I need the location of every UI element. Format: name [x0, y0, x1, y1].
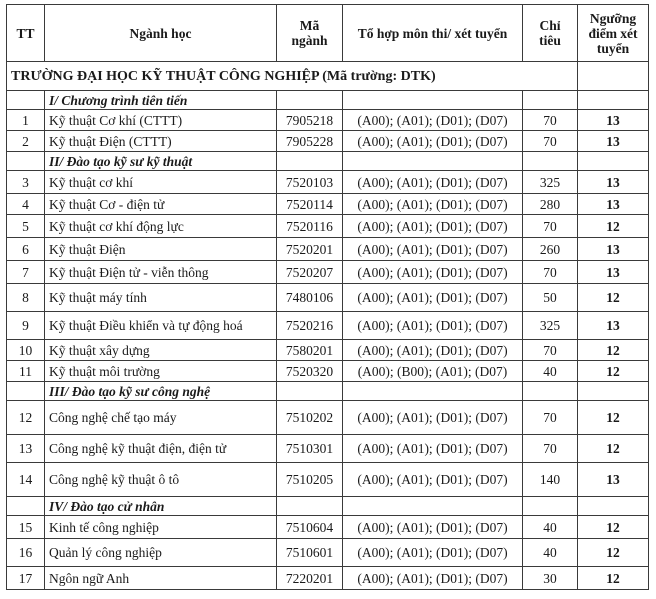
row-major: Kỹ thuật xây dựng [45, 340, 277, 361]
row-combo: (A00); (A01); (D01); (D07) [343, 567, 523, 590]
row-major: Kỹ thuật Cơ - điện tử [45, 194, 277, 215]
row-code: 7520207 [277, 261, 343, 284]
table-row [7, 463, 649, 497]
header-combo: Tổ hợp môn thi/ xét tuyển [343, 5, 523, 62]
section-empty-cell [277, 152, 343, 171]
row-tt: 11 [7, 361, 45, 382]
row-quota: 30 [523, 567, 578, 590]
section-empty-cell [277, 382, 343, 401]
section-empty-cell [343, 497, 523, 516]
row-tt: 10 [7, 340, 45, 361]
row-combo: (A00); (A01); (D01); (D07) [343, 516, 523, 539]
admission-table [6, 4, 649, 590]
row-score: 13 [578, 238, 649, 261]
section-tt-cell [7, 152, 45, 171]
row-combo: (A00); (A01); (D01); (D07) [343, 340, 523, 361]
row-combo: (A00); (A01); (D01); (D07) [343, 171, 523, 194]
section-empty-cell [343, 382, 523, 401]
row-score: 12 [578, 340, 649, 361]
row-score: 12 [578, 435, 649, 463]
row-major: Kỹ thuật cơ khí động lực [45, 215, 277, 238]
row-major: Kỹ thuật Điện (CTTT) [45, 131, 277, 152]
section-empty-cell [523, 91, 578, 110]
table-row [7, 284, 649, 312]
school-row-empty-cell [578, 62, 649, 91]
row-major: Quản lý công nghiệp [45, 539, 277, 567]
row-combo: (A00); (A01); (D01); (D07) [343, 131, 523, 152]
row-quota: 70 [523, 435, 578, 463]
row-score: 12 [578, 284, 649, 312]
row-quota: 50 [523, 284, 578, 312]
header-code: Mã ngành [277, 5, 343, 62]
row-quota: 280 [523, 194, 578, 215]
row-major: Ngôn ngữ Anh [45, 567, 277, 590]
row-code: 7905218 [277, 110, 343, 131]
table-row [7, 261, 649, 284]
table-row [7, 215, 649, 238]
row-combo: (A00); (A01); (D01); (D07) [343, 312, 523, 340]
section-title: I/ Chương trình tiên tiến [45, 91, 277, 110]
row-code: 7510601 [277, 539, 343, 567]
section-empty-cell [343, 152, 523, 171]
table-row [7, 361, 649, 382]
row-score: 12 [578, 567, 649, 590]
header-quota: Chỉ tiêu [523, 5, 578, 62]
row-code: 7520116 [277, 215, 343, 238]
row-score: 13 [578, 261, 649, 284]
row-combo: (A00); (A01); (D01); (D07) [343, 110, 523, 131]
row-code: 7520114 [277, 194, 343, 215]
row-score: 13 [578, 131, 649, 152]
row-quota: 70 [523, 261, 578, 284]
section-row [7, 152, 649, 171]
section-empty-cell [523, 152, 578, 171]
row-major: Kỹ thuật môi trường [45, 361, 277, 382]
row-code: 7580201 [277, 340, 343, 361]
row-combo: (A00); (A01); (D01); (D07) [343, 215, 523, 238]
row-score: 13 [578, 194, 649, 215]
section-title: III/ Đào tạo kỹ sư công nghệ [45, 382, 277, 401]
section-empty-cell [523, 497, 578, 516]
section-empty-cell [277, 497, 343, 516]
row-tt: 1 [7, 110, 45, 131]
row-score: 12 [578, 401, 649, 435]
row-code: 7520103 [277, 171, 343, 194]
row-combo: (A00); (A01); (D01); (D07) [343, 261, 523, 284]
row-quota: 260 [523, 238, 578, 261]
row-combo: (A00); (A01); (D01); (D07) [343, 284, 523, 312]
row-tt: 14 [7, 463, 45, 497]
row-tt: 16 [7, 539, 45, 567]
row-major: Kỹ thuật Cơ khí (CTTT) [45, 110, 277, 131]
row-quota: 70 [523, 131, 578, 152]
header-tt: TT [7, 5, 45, 62]
table-row [7, 539, 649, 567]
row-score: 12 [578, 516, 649, 539]
row-tt: 7 [7, 261, 45, 284]
table-row [7, 194, 649, 215]
row-combo: (A00); (B00); (A01); (D07) [343, 361, 523, 382]
section-empty-cell [343, 91, 523, 110]
table-row [7, 131, 649, 152]
table-row [7, 401, 649, 435]
row-code: 7520320 [277, 361, 343, 382]
section-row [7, 497, 649, 516]
row-quota: 325 [523, 312, 578, 340]
row-tt: 4 [7, 194, 45, 215]
row-code: 7510202 [277, 401, 343, 435]
row-score: 13 [578, 110, 649, 131]
row-score: 12 [578, 361, 649, 382]
row-major: Công nghệ kỹ thuật ô tô [45, 463, 277, 497]
row-combo: (A00); (A01); (D01); (D07) [343, 194, 523, 215]
row-quota: 70 [523, 401, 578, 435]
row-major: Công nghệ chế tạo máy [45, 401, 277, 435]
row-tt: 6 [7, 238, 45, 261]
section-empty-cell [277, 91, 343, 110]
row-combo: (A00); (A01); (D01); (D07) [343, 401, 523, 435]
table-row [7, 238, 649, 261]
row-code: 7510301 [277, 435, 343, 463]
row-quota: 325 [523, 171, 578, 194]
row-score: 13 [578, 463, 649, 497]
table-row [7, 171, 649, 194]
row-quota: 70 [523, 110, 578, 131]
section-row [7, 91, 649, 110]
row-code: 7520216 [277, 312, 343, 340]
section-tt-cell [7, 497, 45, 516]
section-empty-cell [578, 91, 649, 110]
row-tt: 8 [7, 284, 45, 312]
row-code: 7510604 [277, 516, 343, 539]
section-empty-cell [578, 497, 649, 516]
row-tt: 3 [7, 171, 45, 194]
row-major: Kỹ thuật Điện tử - viễn thông [45, 261, 277, 284]
table-header [7, 5, 649, 62]
section-title: IV/ Đào tạo cử nhân [45, 497, 277, 516]
table-row [7, 340, 649, 361]
section-empty-cell [578, 152, 649, 171]
row-tt: 5 [7, 215, 45, 238]
section-row [7, 382, 649, 401]
row-code: 7510205 [277, 463, 343, 497]
row-tt: 13 [7, 435, 45, 463]
row-tt: 9 [7, 312, 45, 340]
section-title: II/ Đào tạo kỹ sư kỹ thuật [45, 152, 277, 171]
row-quota: 40 [523, 516, 578, 539]
row-tt: 2 [7, 131, 45, 152]
header-score: Ngưỡng điểm xét tuyển [578, 5, 649, 62]
row-major: Kỹ thuật cơ khí [45, 171, 277, 194]
table-row [7, 567, 649, 590]
table-body [7, 62, 649, 590]
row-major: Công nghệ kỹ thuật điện, điện tử [45, 435, 277, 463]
header-major: Ngành học [45, 5, 277, 62]
row-combo: (A00); (A01); (D01); (D07) [343, 463, 523, 497]
section-empty-cell [578, 382, 649, 401]
row-combo: (A00); (A01); (D01); (D07) [343, 539, 523, 567]
row-tt: 12 [7, 401, 45, 435]
row-code: 7905228 [277, 131, 343, 152]
row-combo: (A00); (A01); (D01); (D07) [343, 435, 523, 463]
row-tt: 15 [7, 516, 45, 539]
school-name: TRƯỜNG ĐẠI HỌC KỸ THUẬT CÔNG NGHIỆP (Mã trường: DTK) [7, 62, 578, 91]
row-combo: (A00); (A01); (D01); (D07) [343, 238, 523, 261]
row-score: 13 [578, 171, 649, 194]
row-major: Kỹ thuật máy tính [45, 284, 277, 312]
row-tt: 17 [7, 567, 45, 590]
row-major: Kỹ thuật Điện [45, 238, 277, 261]
section-empty-cell [523, 382, 578, 401]
table-row [7, 110, 649, 131]
admission-table-sheet [6, 4, 648, 590]
section-tt-cell [7, 382, 45, 401]
row-quota: 70 [523, 215, 578, 238]
row-quota: 40 [523, 539, 578, 567]
school-row [7, 62, 649, 91]
row-quota: 40 [523, 361, 578, 382]
table-row [7, 435, 649, 463]
table-row [7, 516, 649, 539]
row-code: 7520201 [277, 238, 343, 261]
row-quota: 140 [523, 463, 578, 497]
row-score: 12 [578, 539, 649, 567]
section-tt-cell [7, 91, 45, 110]
row-quota: 70 [523, 340, 578, 361]
row-major: Kỹ thuật Điều khiển và tự động hoá [45, 312, 277, 340]
table-row [7, 312, 649, 340]
row-code: 7220201 [277, 567, 343, 590]
row-score: 13 [578, 312, 649, 340]
row-code: 7480106 [277, 284, 343, 312]
row-score: 12 [578, 215, 649, 238]
row-major: Kinh tế công nghiệp [45, 516, 277, 539]
